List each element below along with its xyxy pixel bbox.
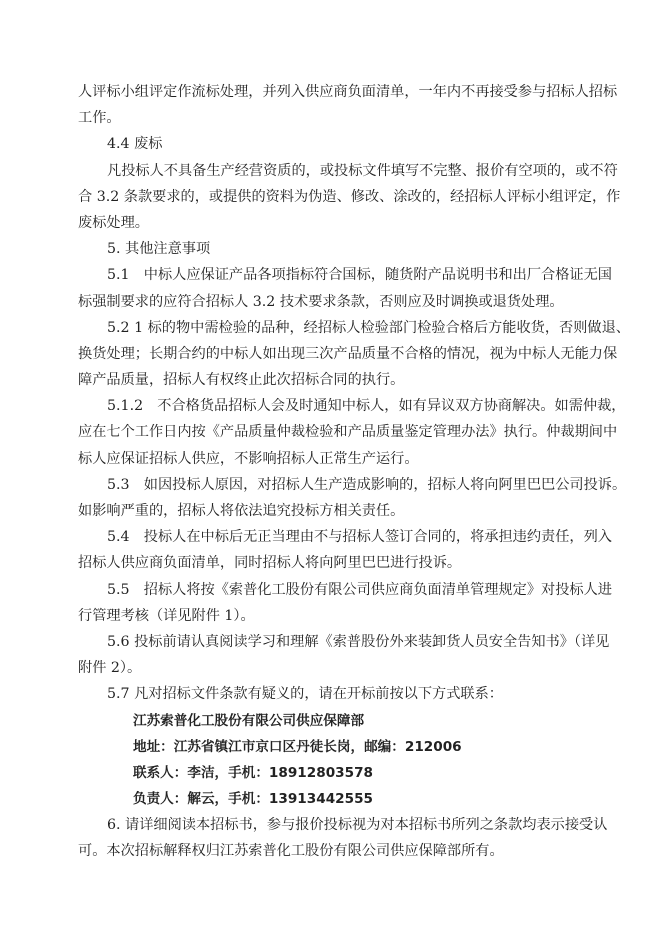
- text-line: 5.5 招标人将按《索普化工股份有限公司供应商负面清单管理规定》对投标人进: [107, 581, 612, 598]
- section-heading: 4.4 废标: [107, 136, 163, 153]
- text-line: 5.3 如因投标人原因，对招标人生产造成影响的，招标人将向阿里巴巴公司投诉。: [107, 476, 627, 493]
- text-line: 5.1 中标人应保证产品各项指标符合国标，随货附产品说明书和出厂合格证无国: [107, 267, 612, 284]
- text-line: 标强制要求的应符合招标人 3.2 技术要求条款，否则应及时调换或退货处理。: [78, 293, 564, 310]
- text-line: 合 3.2 条款要求的，或提供的资料为伪造、修改、涂改的，经招标人评标小组评定，作: [78, 188, 621, 205]
- text-line: 6. 请详细阅读本招标书，参与报价投标视为对本招标书所列之条款均表示接受认: [107, 817, 608, 834]
- contact-responsible: 负责人：解云，手机：13913442555: [133, 791, 373, 808]
- text-line: 凡投标人不具备生产经营资质的，或投标文件填写不完整、报价有空项的，或不符: [107, 162, 618, 179]
- contact-person: 联系人：李洁，手机：18912803578: [133, 764, 373, 781]
- text-line: 人评标小组评定作流标处理，并列入供应商负面清单，一年内不再接受参与招标人招标: [78, 84, 618, 100]
- contact-department: 江苏索普化工股份有限公司供应保障部: [133, 712, 365, 729]
- text-line: 应在七个工作日内按《产品质量仲裁检验和产品质量鉴定管理办法》执行。仲裁期间中: [78, 424, 618, 441]
- text-line: 招标人供应商负面清单，同时招标人将向阿里巴巴进行投诉。: [78, 555, 462, 572]
- text-line: 5.1.2 不合格货品招标人会及时通知中标人，如有异议双方协商解决。如需仲裁，: [107, 398, 626, 415]
- text-line: 5.2 1 标的物中需检验的品种，经招标人检验部门检验合格后方能收货，否则做退、: [107, 319, 630, 336]
- text-line: 标人应保证招标人供应，不影响招标人正常生产运行。: [78, 450, 419, 467]
- text-line: 5.7 凡对招标文件条款有疑义的，请在开标前按以下方式联系：: [107, 686, 503, 703]
- text-line: 可。本次招标解释权归江苏索普化工股份有限公司供应保障部所有。: [78, 843, 504, 860]
- text-line: 如影响严重的，招标人将依法追究投标方相关责任。: [78, 503, 405, 519]
- text-line: 废标处理。: [78, 214, 149, 231]
- text-line: 附件 2）。: [78, 660, 142, 677]
- text-line: 5.6 投标前请认真阅读学习和理解《索普股份外来装卸货人员安全告知书》（详见: [107, 633, 610, 650]
- contact-address: 地址：江苏省镇江市京口区丹徒长岗，邮编：212006: [133, 738, 462, 755]
- section-heading: 5. 其他注意事项: [107, 241, 211, 258]
- text-line: 行管理考核（详见附件 1）。: [78, 607, 255, 624]
- text-line: 工作。: [78, 110, 121, 127]
- document-page: [78, 79, 630, 865]
- text-line: 换货处理；长期合约的中标人如出现三次产品质量不合格的情况，视为中标人无能力保: [78, 345, 618, 362]
- text-line: 障产品质量，招标人有权终止此次招标合同的执行。: [78, 372, 405, 389]
- text-line: 5.4 投标人在中标后无正当理由不与招标人签订合同的，将承担违约责任，列入: [107, 529, 612, 546]
